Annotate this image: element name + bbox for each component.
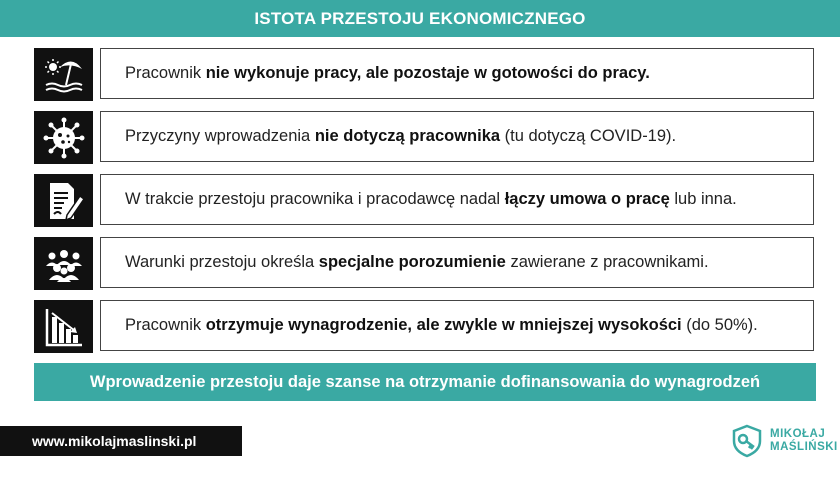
item-text-plain: Pracownik xyxy=(125,316,206,334)
list-item xyxy=(34,48,816,101)
slide-title: ISTOTA PRZESTOJU EKONOMICZNEGO xyxy=(0,0,840,37)
item-text-bold: otrzymuje wynagrodzenie, ale zwykle w mniejszej wysokości xyxy=(205,316,682,334)
item-text-plain: (do 50%). xyxy=(681,316,758,334)
logo-line-2: MAŚLIŃSKI xyxy=(770,441,838,453)
item-text-bold: specjalne porozumienie xyxy=(318,253,506,271)
item-text-plain: zawierane z pracownikami. xyxy=(505,253,709,271)
shield-key-icon xyxy=(730,424,764,458)
item-text-bold: nie dotyczą pracownika xyxy=(314,127,501,145)
brand-logo xyxy=(730,424,838,458)
list-item xyxy=(34,174,816,227)
item-text xyxy=(100,111,814,162)
logo-line-1: MIKOŁAJ xyxy=(770,428,826,440)
item-text-plain: Pracownik xyxy=(125,64,206,82)
item-text xyxy=(100,174,814,225)
item-text-bold: łączy umowa o pracę xyxy=(504,190,670,208)
list-item xyxy=(34,237,816,290)
item-text-plain: Warunki przestoju określa xyxy=(125,253,319,271)
website-link[interactable]: www.mikolajmaslinski.pl xyxy=(0,426,242,456)
item-text xyxy=(100,237,814,288)
item-text-plain: lub inna. xyxy=(669,190,737,208)
summary-banner: Wprowadzenie przestoju daje szanse na otrzymanie dofinansowania do wynagrodzeń xyxy=(34,363,816,401)
list-item xyxy=(34,111,816,164)
group-people-icon xyxy=(34,237,93,290)
item-text-plain: Przyczyny wprowadzenia xyxy=(125,127,315,145)
virus-icon xyxy=(34,111,93,164)
item-text xyxy=(100,48,814,99)
item-text xyxy=(100,300,814,351)
item-text-bold: nie wykonuje pracy, ale pozostaje w gotowości do pracy. xyxy=(205,64,650,82)
logo-text xyxy=(770,428,838,454)
item-text-plain: W trakcie przestoju pracownika i pracodawcę nadal xyxy=(125,190,505,208)
contract-pen-icon xyxy=(34,174,93,227)
item-text-plain: (tu dotyczą COVID-19). xyxy=(500,127,677,145)
list-item xyxy=(34,300,816,353)
declining-chart-icon xyxy=(34,300,93,353)
beach-umbrella-icon xyxy=(34,48,93,101)
